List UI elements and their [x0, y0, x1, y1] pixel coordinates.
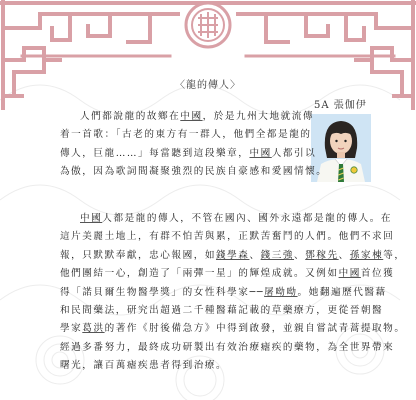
text-line — [60, 163, 328, 181]
text-segment: 傳人，巨龍……」每當聽到這段樂章， — [60, 147, 250, 159]
underlined-name: 葛洪 — [82, 323, 105, 335]
text-segment: 、 — [294, 249, 306, 261]
underlined-name: 錢三強 — [260, 249, 295, 261]
text-segment: 學家 — [60, 323, 83, 335]
text-segment: 他們團結一心，創造了「兩彈一星」的輝煌成就。又例如 — [60, 268, 339, 280]
text-segment: 人都引以 — [271, 147, 317, 159]
text-line — [60, 284, 390, 302]
paragraph-2 — [60, 210, 406, 376]
text-segment: 的著作《肘後備急方》中得到啟發，並親自嘗試青蒿提取物。 — [104, 323, 406, 335]
underlined-name: 錢學森 — [216, 249, 250, 261]
underlined-name: 中國 — [180, 111, 203, 122]
text-line — [60, 108, 315, 126]
underlined-name: 中國 — [80, 213, 103, 224]
text-segment: 着一首歌：「古老的東方有一群人，他們全都是龍的 — [60, 129, 312, 141]
text-line — [60, 247, 406, 265]
paragraph-1 — [60, 108, 328, 182]
text-segment: 為傲，因為歌詞間凝聚強烈的民族自豪感和愛國情懷。 — [60, 166, 328, 178]
text-segment: 得「諾貝爾生物醫學獎」的女性科學家── — [60, 286, 265, 298]
text-line — [60, 302, 390, 320]
essay-title: 〈龍的傳人〉 — [175, 80, 241, 91]
text-line — [60, 210, 393, 228]
text-segment: 這片美麗土地上，有群不怕苦與累，正默苦奮鬥的人們。他們不求回 — [60, 231, 395, 243]
text-segment: 報，只默默奉獻，忠心報國，如 — [60, 249, 217, 261]
underlined-name: 孫家棟 — [349, 249, 384, 261]
text-segment: 等， — [383, 249, 406, 261]
text-segment: 。她翻遍歷代醫藉 — [297, 286, 387, 298]
text-line — [60, 357, 390, 375]
text-segment: 、 — [338, 249, 350, 261]
text-line — [60, 145, 317, 163]
text-line — [60, 339, 395, 357]
author-byline: 5A 張伽伊 — [314, 100, 367, 111]
text-segment: 首位獲 — [360, 268, 395, 280]
text-line — [60, 265, 395, 283]
underlined-name: 屠呦呦 — [264, 286, 298, 298]
underlined-name: 中國 — [249, 147, 272, 159]
text-segment: 經過多番努力，最終成功研製出有效治療瘧疾的藥物，為全世界帶來 — [60, 341, 395, 353]
text-segment: 曙光，讓百萬瘧疾患者得到治療。 — [60, 360, 228, 372]
lattice-medallion-icon — [183, 0, 233, 50]
text-segment: 人們都說龍的故鄉在 — [80, 111, 181, 122]
text-segment: 人都是龍的傳人，不管在國內、國外永遠都是龍的傳人。在 — [102, 213, 393, 224]
underlined-name: 中國 — [338, 268, 361, 280]
text-segment: ，於是九州大地就流傳 — [202, 111, 315, 122]
text-line — [60, 126, 312, 144]
text-line — [60, 228, 395, 246]
text-line — [60, 320, 406, 338]
underlined-name: 鄧稼先 — [305, 249, 339, 261]
text-segment: 和民間藥法，研究出超過二千種醫藉記載的草藥療方，更從晉朝醫 — [60, 305, 384, 317]
text-segment: 、 — [249, 249, 261, 261]
